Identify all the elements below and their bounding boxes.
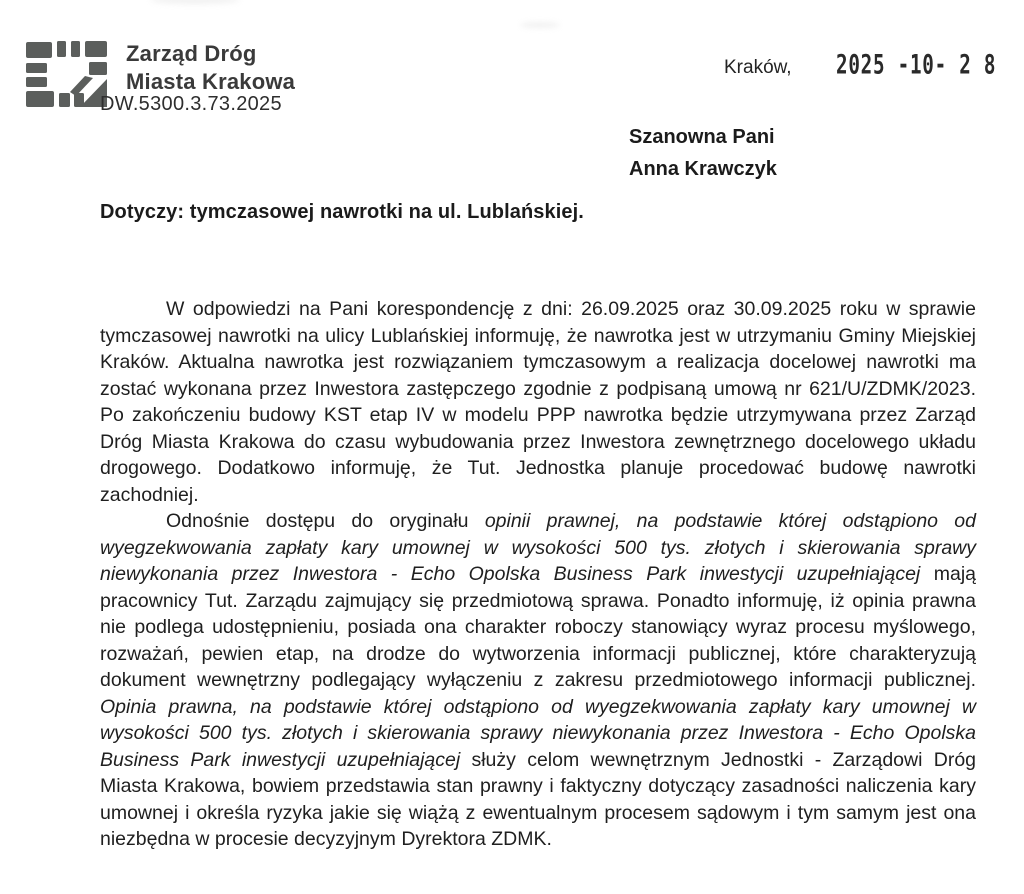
- recipient-salutation: Szanowna Pani: [629, 126, 775, 148]
- org-name-line2: Miasta Krakowa: [126, 69, 296, 94]
- scan-artifact: [520, 22, 560, 28]
- org-name-line1: Zarząd Dróg: [126, 41, 257, 66]
- paragraph-2: [100, 508, 976, 853]
- recipient-block: [629, 121, 777, 185]
- subject-line: Dotyczy: tymczasowej nawrotki na ul. Lublańskiej.: [100, 201, 584, 223]
- org-name: [126, 40, 295, 96]
- p2-segment-italic: Opinia prawna, na podstawie której odstąpiono od wyegzekwowania zapłaty kary umownej w wysokości 500 tys. złotych i skierowania sprawy niewykonania przez Inwestora - Echo Opolska Business Park inwestycji: [100, 695, 976, 771]
- p2-segment-roman: służy celom wewnętrznym Jednostki - Zarządowi Dróg Miasta Krakowa, bowiem przedstawia stan prawny i faktyczny dotyczący zasadności naliczenia kary umownej i określa ryzyka jakie się wiążą z ewentualnym procesem sądowym i tym samym jest ona niezbędna w procesie decyzyjnym Dyrektora ZDMK.: [100, 748, 977, 850]
- p2-segment-roman: mają pracownicy Tut. Zarządu zajmujący się przedmiotową sprawa. Ponadto informuję, iż opinia prawna nie podlega udostępnieniu, posiada ona charakter roboczy stanowiący wyraz procesu myślowego, rozważań, pewien etap, na drodze do wytworzenia informacji publicznej, które charakteryzują dokument wewnętrzny podlegający wyłączeniu z zakresu przedmiotowego informacji publicznej.: [100, 563, 976, 691]
- recipient-name: Anna Krawczyk: [629, 158, 777, 180]
- p2-segment-italic: uzupełniającej: [336, 748, 461, 771]
- city-label: Kraków,: [724, 57, 792, 78]
- case-number: DW.5300.3.73.2025: [100, 93, 282, 115]
- p2-segment-roman: Odnośnie dostępu do oryginału: [166, 510, 485, 532]
- scan-artifact: [150, 0, 240, 4]
- paragraph-1: W odpowiedzi na Pani korespondencję z dni: 26.09.2025 oraz 30.09.2025 roku w sprawie tymczasowej nawrotki na ulicy Lublańskiej informuję, że nawrotka jest w utrzymaniu Gminy Miejskiej Kraków. Aktualna nawrotka jest rozwiązaniem tymczasowym a realizacja docelowej nawrotki ma zostać wykonana przez Inwestora zastępczego zgodnie z podpisaną umową nr 621/U/ZDMK/2023. Po zakończeniu budowy KST etap IV w modelu PPP nawrotka będzie utrzymywana przez Zarząd Dróg Miasta Krakowa do czasu wybudowania przez Inwestora zewnętrznego docelowego układu drogowego. Dodatkowo informuję, że Tut. Jednostka planuje procedować budowę nawrotki zachodniej.: [100, 298, 976, 506]
- p2-segment-roman: [325, 749, 336, 771]
- letter-body: [100, 296, 976, 853]
- date-stamp: 2025 -10- 2 8: [836, 50, 997, 81]
- p2-segment-italic: opinii prawnej, na podstawie której odstąpiono od wyegzekwowania zapłaty kary umownej w wysokości 500 tys. złotych i skierowania sprawy niewykonania przez Inwestora - Echo Opolska Business Park inwestycji uzupełniającej: [100, 510, 976, 585]
